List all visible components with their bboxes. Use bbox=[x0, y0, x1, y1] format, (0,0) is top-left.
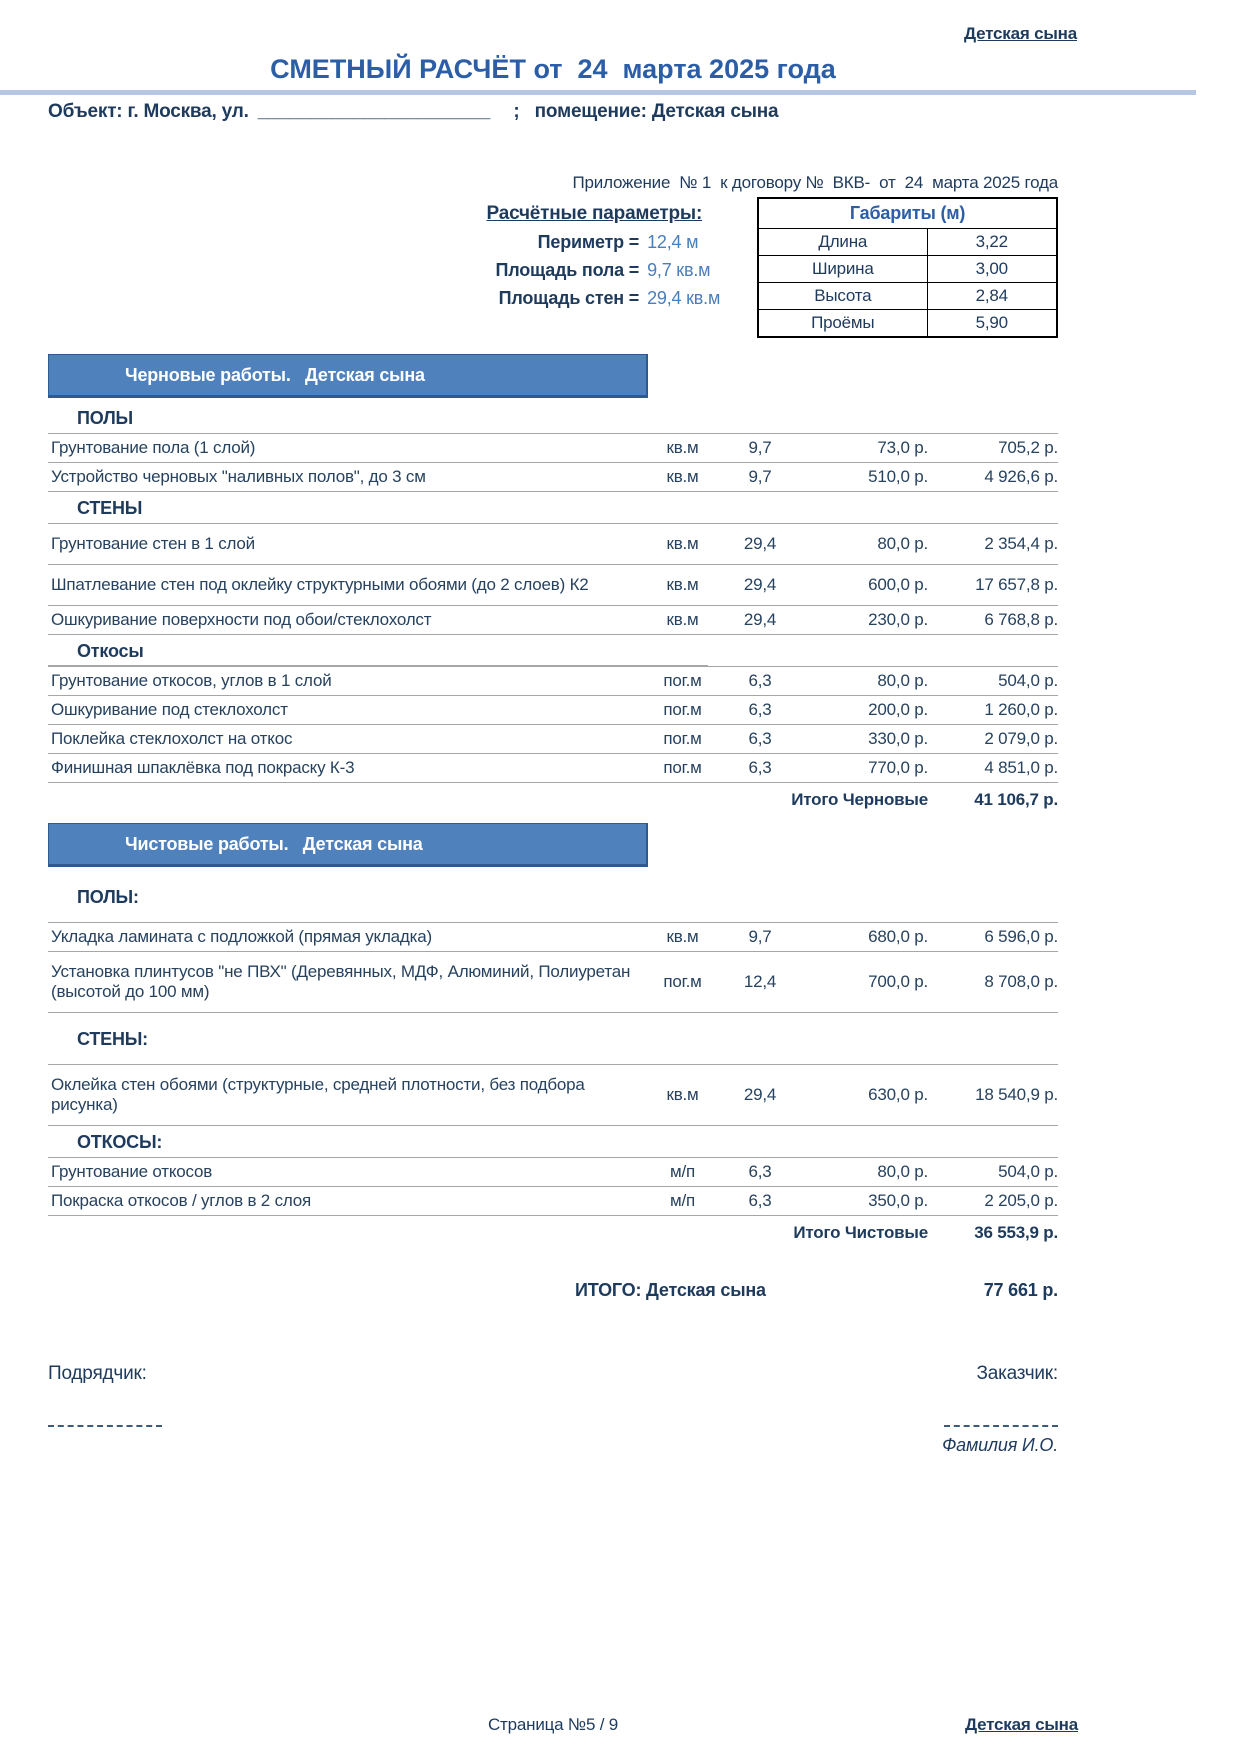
work-unit-price: 700,0 р. bbox=[868, 972, 928, 991]
dimensions-table bbox=[757, 197, 1058, 338]
work-unit-price: 350,0 р. bbox=[868, 1191, 928, 1210]
grand-total-value: 77 661 р. bbox=[983, 1280, 1058, 1300]
section-header-label: Черновые работы. Детская сына bbox=[125, 364, 425, 385]
object-separator: ; bbox=[513, 101, 520, 122]
group-header-row bbox=[48, 635, 1058, 666]
work-name: Ошкуривание под стеклохолст bbox=[51, 700, 288, 719]
object-blank-line: ______________________ bbox=[257, 101, 491, 122]
work-row-total: 1 260,0 р. bbox=[984, 700, 1058, 719]
work-quantity: 6,3 bbox=[748, 671, 772, 690]
table-row bbox=[48, 565, 1058, 606]
table-row bbox=[48, 666, 1058, 696]
customer-signature-line bbox=[944, 1411, 1058, 1427]
work-unit-price: 230,0 р. bbox=[868, 610, 928, 629]
section-rows bbox=[48, 871, 1058, 1216]
contractor-label: Подрядчик: bbox=[48, 1363, 147, 1384]
table-row bbox=[48, 433, 1058, 463]
work-unit: кв.м bbox=[666, 610, 699, 629]
work-row-total: 6 768,8 р. bbox=[984, 610, 1058, 629]
work-row-total: 504,0 р. bbox=[998, 671, 1058, 690]
table-row bbox=[48, 1187, 1058, 1216]
table-row bbox=[48, 1064, 1058, 1126]
parameter-line bbox=[48, 288, 757, 309]
work-unit: м/п bbox=[669, 1191, 696, 1210]
grand-total-spacer bbox=[48, 1280, 575, 1301]
section-header-bar bbox=[48, 354, 648, 398]
work-row-total: 4 851,0 р. bbox=[984, 758, 1058, 777]
group-label: Откосы bbox=[77, 641, 144, 661]
work-name: Покраска откосов / углов в 2 слоя bbox=[51, 1191, 312, 1210]
work-quantity: 29,4 bbox=[743, 534, 777, 553]
dimension-value: 5,90 bbox=[927, 310, 1057, 338]
work-name: Укладка ламината с подложкой (прямая укладка) bbox=[51, 927, 432, 946]
parameter-label: Площадь стен = bbox=[498, 288, 640, 308]
work-unit: пог.м bbox=[663, 729, 702, 748]
page-title: СМЕТНЫЙ РАСЧЁТ от 24 марта 2025 года bbox=[270, 54, 836, 84]
grand-total-label: ИТОГО: Детская сына bbox=[575, 1280, 766, 1300]
dimension-value: 3,22 bbox=[927, 229, 1057, 256]
signature-area bbox=[48, 1363, 1058, 1456]
work-unit-price: 770,0 р. bbox=[868, 758, 928, 777]
work-name: Шпатлевание стен под оклейку структурными обоями (до 2 слоев) К2 bbox=[51, 575, 589, 594]
work-row-total: 705,2 р. bbox=[998, 438, 1058, 457]
customer-name-hint: Фамилия И.О. bbox=[942, 1435, 1058, 1455]
dimension-label: Проёмы bbox=[758, 310, 927, 338]
work-quantity: 6,3 bbox=[748, 758, 772, 777]
work-name: Грунтование пола (1 слой) bbox=[51, 438, 256, 457]
work-row-total: 504,0 р. bbox=[998, 1162, 1058, 1181]
section-total-value: 41 106,7 р. bbox=[974, 790, 1058, 809]
grand-total-row bbox=[48, 1280, 1058, 1301]
table-row bbox=[48, 922, 1058, 952]
table-row bbox=[48, 696, 1058, 725]
work-row-total: 2 354,4 р. bbox=[984, 534, 1058, 553]
appendix-note: Приложение № 1 к договору № ВКВ- от 24 марта 2025 года bbox=[572, 173, 1058, 192]
dimension-row bbox=[758, 310, 1057, 338]
parameter-label: Периметр = bbox=[537, 232, 640, 252]
work-unit: кв.м bbox=[666, 575, 699, 594]
work-unit: пог.м bbox=[663, 972, 702, 991]
work-unit-price: 200,0 р. bbox=[868, 700, 928, 719]
work-name: Грунтование откосов, углов в 1 слой bbox=[51, 671, 332, 690]
work-unit: кв.м bbox=[666, 927, 699, 946]
group-header-row bbox=[48, 871, 1058, 922]
parameter-value: 12,4 м bbox=[647, 232, 699, 252]
work-unit-price: 80,0 р. bbox=[877, 1162, 928, 1181]
footer-label: Детская сына bbox=[964, 1715, 1078, 1734]
work-unit-price: 510,0 р. bbox=[868, 467, 928, 486]
work-quantity: 9,7 bbox=[748, 467, 772, 486]
work-section bbox=[48, 354, 1058, 817]
work-name: Устройство черновых "наливных полов", до 3 см bbox=[51, 467, 426, 486]
work-unit-price: 330,0 р. bbox=[868, 729, 928, 748]
work-unit-price: 80,0 р. bbox=[877, 534, 928, 553]
parameter-value: 29,4 кв.м bbox=[647, 288, 721, 308]
work-name: Установка плинтусов "не ПВХ" (Деревянных, МДФ, Алюминий, Полиуретан (высотой до 100 мм) bbox=[51, 962, 631, 1001]
table-row bbox=[48, 523, 1058, 565]
section-header-label: Чистовые работы. Детская сына bbox=[125, 833, 423, 854]
table-row bbox=[48, 606, 1058, 635]
work-unit: кв.м bbox=[666, 438, 699, 457]
work-name: Грунтование откосов bbox=[51, 1162, 213, 1181]
work-unit: пог.м bbox=[663, 671, 702, 690]
work-unit-price: 73,0 р. bbox=[877, 438, 928, 457]
room-label: помещение: Детская сына bbox=[534, 101, 779, 122]
dimension-value: 2,84 bbox=[927, 283, 1057, 310]
object-line bbox=[48, 101, 1058, 123]
group-header-row bbox=[48, 492, 1058, 523]
params-title: Расчётные параметры: bbox=[486, 203, 703, 224]
work-name: Ошкуривание поверхности под обои/стеклохолст bbox=[51, 610, 432, 629]
work-unit: кв.м bbox=[666, 467, 699, 486]
footer bbox=[48, 1715, 1078, 1739]
work-row-total: 2 205,0 р. bbox=[984, 1191, 1058, 1210]
work-unit: пог.м bbox=[663, 758, 702, 777]
section-rows bbox=[48, 402, 1058, 783]
title-rule bbox=[0, 90, 1196, 95]
work-quantity: 29,4 bbox=[743, 610, 777, 629]
group-label: ОТКОСЫ: bbox=[77, 1132, 163, 1152]
section-total-row bbox=[48, 1216, 1058, 1250]
parameter-line bbox=[48, 260, 757, 281]
dimensions-header: Габариты (м) bbox=[758, 198, 1057, 229]
work-unit-price: 630,0 р. bbox=[868, 1085, 928, 1104]
work-quantity: 6,3 bbox=[748, 1162, 772, 1181]
work-sections bbox=[48, 354, 1058, 1250]
corner-label: Детская сына bbox=[963, 24, 1077, 43]
parameter-label: Площадь пола = bbox=[495, 260, 640, 280]
work-row-total: 17 657,8 р. bbox=[975, 575, 1058, 594]
work-quantity: 9,7 bbox=[748, 927, 772, 946]
work-quantity: 29,4 bbox=[743, 1085, 777, 1104]
work-row-total: 2 079,0 р. bbox=[984, 729, 1058, 748]
params-list bbox=[48, 232, 757, 309]
work-unit-price: 680,0 р. bbox=[868, 927, 928, 946]
table-row bbox=[48, 463, 1058, 492]
object-label: Объект: г. Москва, ул. bbox=[48, 101, 249, 122]
section-total-label: Итого Черновые bbox=[791, 790, 928, 809]
calc-parameters bbox=[48, 197, 757, 309]
work-unit-price: 80,0 р. bbox=[877, 671, 928, 690]
group-header-row bbox=[48, 402, 1058, 433]
work-unit: пог.м bbox=[663, 700, 702, 719]
table-row bbox=[48, 725, 1058, 754]
section-total-label: Итого Чистовые bbox=[793, 1223, 928, 1242]
params-area bbox=[48, 197, 1058, 338]
work-unit: кв.м bbox=[666, 1085, 699, 1104]
group-label: СТЕНЫ bbox=[77, 498, 143, 518]
dimension-row bbox=[758, 256, 1057, 283]
section-total-value: 36 553,9 р. bbox=[974, 1223, 1058, 1242]
dimension-row bbox=[758, 283, 1057, 310]
footer-page-number: Страница №5 / 9 bbox=[487, 1715, 619, 1734]
work-quantity: 6,3 bbox=[748, 1191, 772, 1210]
work-name: Оклейка стен обоями (структурные, средней плотности, без подбора рисунка) bbox=[51, 1075, 585, 1114]
work-row-total: 8 708,0 р. bbox=[984, 972, 1058, 991]
dimension-row bbox=[758, 229, 1057, 256]
dimension-label: Ширина bbox=[758, 256, 927, 283]
parameter-value: 9,7 кв.м bbox=[647, 260, 711, 280]
parameter-line bbox=[48, 232, 757, 253]
table-row bbox=[48, 1157, 1058, 1187]
section-total-row bbox=[48, 783, 1058, 817]
customer-label: Заказчик: bbox=[976, 1363, 1058, 1384]
work-quantity: 6,3 bbox=[748, 700, 772, 719]
table-row bbox=[48, 952, 1058, 1013]
group-label: ПОЛЫ bbox=[77, 408, 133, 428]
work-quantity: 6,3 bbox=[748, 729, 772, 748]
work-row-total: 18 540,9 р. bbox=[975, 1085, 1058, 1104]
work-unit-price: 600,0 р. bbox=[868, 575, 928, 594]
work-unit: м/п bbox=[669, 1162, 696, 1181]
contractor-block bbox=[48, 1363, 162, 1456]
customer-block bbox=[942, 1363, 1058, 1456]
work-quantity: 29,4 bbox=[743, 575, 777, 594]
work-section bbox=[48, 823, 1058, 1250]
table-row bbox=[48, 754, 1058, 783]
work-quantity: 12,4 bbox=[743, 972, 777, 991]
work-unit: кв.м bbox=[666, 534, 699, 553]
work-row-total: 6 596,0 р. bbox=[984, 927, 1058, 946]
dimension-value: 3,00 bbox=[927, 256, 1057, 283]
dimension-label: Длина bbox=[758, 229, 927, 256]
work-row-total: 4 926,6 р. bbox=[984, 467, 1058, 486]
group-label: ПОЛЫ: bbox=[77, 887, 139, 907]
group-header-row bbox=[48, 1126, 1058, 1157]
work-quantity: 9,7 bbox=[748, 438, 772, 457]
dimension-label: Высота bbox=[758, 283, 927, 310]
section-header-bar bbox=[48, 823, 648, 867]
work-name: Поклейка стеклохолст на откос bbox=[51, 729, 293, 748]
work-name: Грунтование стен в 1 слой bbox=[51, 534, 255, 553]
group-header-row bbox=[48, 1013, 1058, 1064]
work-name: Финишная шпаклёвка под покраску К-3 bbox=[51, 758, 355, 777]
group-label: СТЕНЫ: bbox=[77, 1029, 148, 1049]
contractor-signature-line bbox=[48, 1411, 162, 1427]
